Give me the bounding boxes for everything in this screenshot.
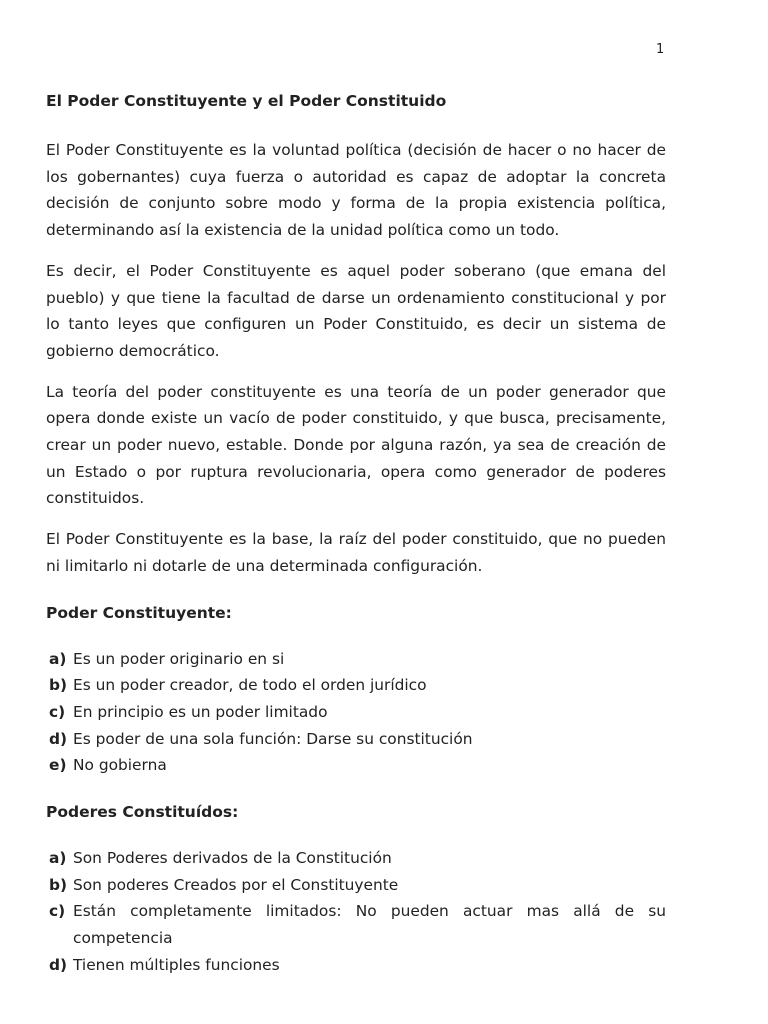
- list-marker: c): [49, 702, 66, 721]
- list-item-text: Tienen múltiples funciones: [73, 955, 280, 974]
- list-item-text: No gobierna: [73, 756, 167, 775]
- section-heading-poderes-constituidos: Poderes Constituídos:: [46, 803, 239, 822]
- paragraph: El Poder Constituyente es la base, la raíz del poder constituido, que no pueden ni limitarlo ni dotarle de una determinada configuración.: [46, 530, 666, 575]
- list-item: [49, 752, 666, 779]
- list-item-text: Son Poderes derivados de la Constitución: [73, 849, 392, 868]
- list-marker: a): [49, 649, 67, 668]
- list-item: [49, 726, 666, 753]
- section-heading-poder-constituyente: Poder Constituyente:: [46, 603, 232, 622]
- list-item: [49, 952, 666, 979]
- list-item: [49, 872, 666, 899]
- list-marker: e): [49, 756, 67, 775]
- poder-constituyente-list: [46, 646, 666, 780]
- list-marker: a): [49, 849, 67, 868]
- list-item-text: Es poder de una sola función: Darse su constitución: [73, 729, 473, 748]
- list-marker: b): [49, 875, 68, 894]
- page-number: 1: [656, 42, 665, 57]
- list-marker: d): [49, 729, 68, 748]
- list-marker: d): [49, 955, 68, 974]
- list-item-text: Es un poder creador, de todo el orden jurídico: [73, 676, 427, 695]
- list-item-text: En principio es un poder limitado: [73, 702, 328, 721]
- list-marker: c): [49, 902, 66, 921]
- list-item-text: Están completamente limitados: No pueden actuar mas allá de su competencia: [73, 902, 666, 948]
- list-item-text: Es un poder originario en si: [73, 649, 285, 668]
- list-item: [49, 646, 666, 673]
- paragraph: El Poder Constituyente es la voluntad política (decisión de hacer o no hacer de los gobernantes) cuya fuerza o autoridad es capaz de adoptar la concreta decisión de conjunto sobre modo y forma de la propia existencia política, determinando así la existencia de la unidad política como un todo.: [46, 141, 666, 240]
- list-item: [49, 898, 666, 951]
- document-body: [46, 88, 666, 979]
- document-title: El Poder Constituyente y el Poder Constituido: [46, 92, 447, 110]
- list-marker: b): [49, 676, 68, 695]
- paragraph: Es decir, el Poder Constituyente es aquel poder soberano (que emana del pueblo) y que tiene la facultad de darse un ordenamiento constitucional y por lo tanto leyes que configuren un Poder Constituido, es decir un sistema de gobierno democrático.: [46, 261, 666, 360]
- poderes-constituidos-list: [46, 845, 666, 979]
- list-item-text: Son poderes Creados por el Constituyente: [73, 875, 399, 894]
- list-item: [49, 699, 666, 726]
- list-item: [49, 845, 666, 872]
- list-item: [49, 672, 666, 699]
- paragraph: La teoría del poder constituyente es una teoría de un poder generador que opera donde existe un vacío de poder constituido, y que busca, precisamente, crear un poder nuevo, estable. Donde por alguna razón, ya sea de creación de un Estado o por ruptura revolucionaria, opera como generador de poderes constituidos.: [46, 382, 666, 508]
